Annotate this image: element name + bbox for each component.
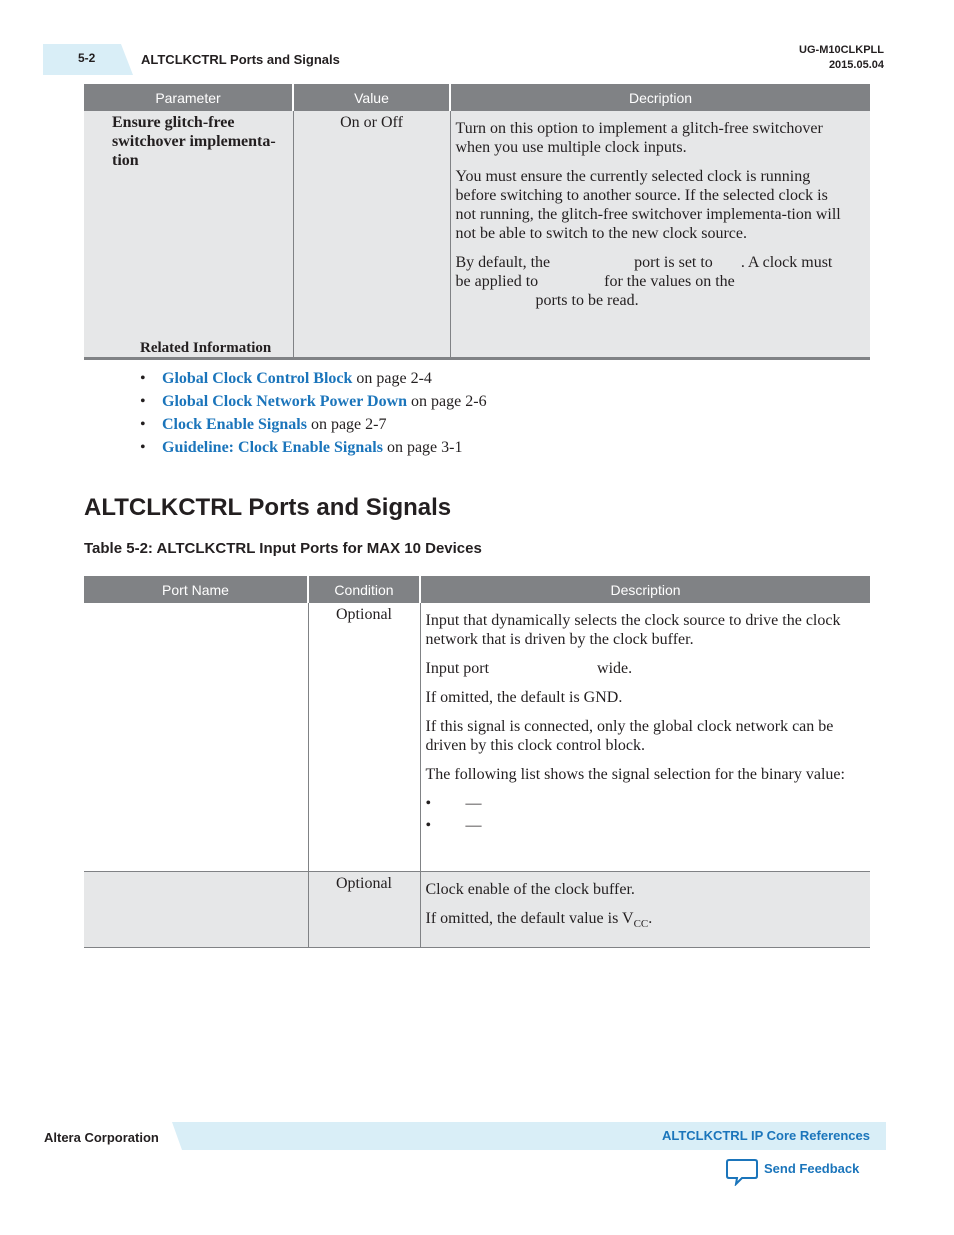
page-number: 5-2: [78, 51, 96, 65]
description-paragraph: Clock enable of the clock buffer.: [425, 881, 635, 898]
company-name: Altera Corporation: [44, 1130, 159, 1145]
related-link[interactable]: Global Clock Control Block: [162, 370, 353, 387]
text-fragment: Input port: [425, 660, 490, 677]
column-header: Parameter: [84, 84, 293, 111]
text-fragment: for the values on the: [604, 273, 735, 290]
port-condition: Optional: [308, 872, 420, 948]
column-header: Port Name: [84, 576, 308, 603]
related-link[interactable]: Guideline: Clock Enable Signals: [162, 439, 383, 456]
column-header: Condition: [308, 576, 420, 603]
table-caption: Table 5-2: ALTCLKCTRL Input Ports for MAX 10 Devices: [84, 540, 482, 557]
column-header: Decription: [450, 84, 870, 111]
text-fragment: port is set to: [634, 254, 713, 271]
port-name: [84, 872, 308, 948]
table-row: [84, 111, 870, 359]
parameter-name: Ensure glitch-free switchover implementa-tion: [84, 111, 293, 359]
text-fragment: ports to be read.: [535, 292, 639, 309]
subscript: CC: [633, 918, 649, 931]
text-fragment: wide.: [597, 660, 633, 677]
column-header: Description: [420, 576, 870, 603]
table-header-row: [84, 576, 870, 603]
page-ref: on page 3-1: [382, 439, 463, 456]
port-description: [420, 603, 870, 872]
related-link[interactable]: Global Clock Network Power Down: [162, 393, 408, 410]
port-name: [84, 603, 308, 872]
page-ref: on page 2-4: [352, 370, 432, 387]
page-ref: on page 2-7: [306, 416, 387, 433]
signal-selection-list: [426, 794, 851, 838]
doc-date: 2015.05.04: [828, 59, 884, 71]
description-paragraph: [426, 909, 851, 934]
list-item: • —: [426, 816, 851, 838]
list-item: [140, 392, 487, 415]
text-fragment: By default, the: [455, 254, 551, 271]
description-paragraph: [456, 253, 851, 310]
list-item: • —: [426, 794, 851, 816]
description-paragraph: The following list shows the signal selection for the binary value:: [425, 766, 845, 783]
text-fragment: .: [648, 910, 653, 927]
description-paragraph: Turn on this option to implement a glitch-free switchover when you use multiple clock inputs.: [455, 120, 823, 156]
list-item: [140, 369, 487, 392]
column-header: Value: [293, 84, 450, 111]
related-link[interactable]: Clock Enable Signals: [162, 416, 307, 433]
doc-info: [799, 43, 884, 73]
description-paragraph: [426, 659, 851, 678]
description-paragraph: Input that dynamically selects the clock source to drive the clock network that is driven by the clock buffer.: [425, 612, 841, 648]
parameter-table: [84, 84, 870, 360]
doc-id: UG-M10CLKPLL: [799, 44, 884, 56]
table-row: [84, 872, 870, 948]
text-fragment: If omitted, the default value is V: [425, 910, 634, 927]
parameter-value: On or Off: [293, 111, 450, 359]
text-fragment: . A clock must be applied to: [455, 254, 833, 290]
description-paragraph: You must ensure the currently selected clock is running before switching to another source. If the selected clock is not running, the glitch-free switchover implementa-tion will not be able to switch to the new clock source.: [455, 168, 841, 242]
description-paragraph: If this signal is connected, only the global clock network can be driven by this clock control block.: [425, 718, 834, 754]
running-header-title: ALTCLKCTRL Ports and Signals: [141, 52, 340, 67]
speech-bubble-icon[interactable]: [726, 1158, 758, 1186]
parameter-description: [450, 111, 870, 359]
related-links-list: [140, 369, 487, 461]
table-row: [84, 603, 870, 872]
port-description: [420, 872, 870, 948]
list-item: [140, 415, 487, 438]
page-ref: on page 2-6: [407, 393, 487, 410]
footer-doc-title[interactable]: ALTCLKCTRL IP Core References: [661, 1128, 870, 1143]
send-feedback-link[interactable]: Send Feedback: [764, 1161, 860, 1176]
description-paragraph: If omitted, the default is GND.: [425, 689, 623, 706]
list-item: [140, 438, 487, 461]
port-condition: Optional: [308, 603, 420, 872]
ports-table: [84, 576, 870, 948]
table-header-row: [84, 84, 870, 111]
related-information-title: Related Information: [140, 340, 272, 356]
section-heading: ALTCLKCTRL Ports and Signals: [84, 494, 452, 521]
